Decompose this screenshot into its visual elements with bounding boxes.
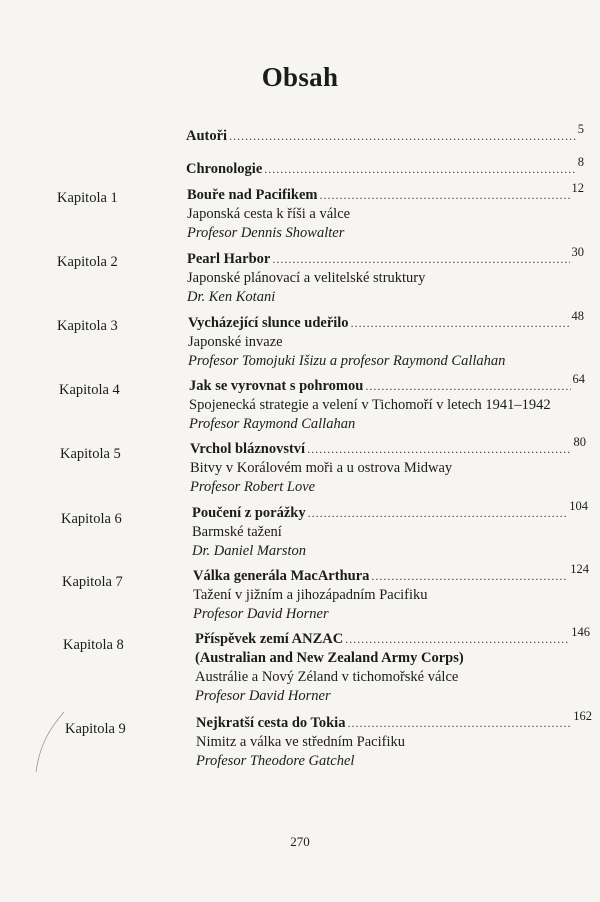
toc-entry-kapitola-6[interactable] [192,499,588,561]
leader-dots [351,314,570,333]
leader-dots [365,377,570,396]
toc-entry-kapitola-3[interactable] [188,309,584,371]
entry-heading: Jak se vyrovnat s pohromou [189,378,364,394]
entry-subtitle: Spojenecká strategie a velení v Tichomoří v letech 1941–1942 [189,397,551,413]
toc-entry-kapitola-1[interactable] [187,181,584,243]
entry-author: Dr. Ken Kotani [187,289,276,305]
entry-heading: Pearl Harbor [187,251,271,267]
entry-subtitle: Austrálie a Nový Zéland v tichomořské válce [195,669,459,685]
entry-author: Profesor David Horner [195,688,331,704]
page-number: 270 [290,834,310,849]
chapter-label: Kapitola 4 [59,382,120,398]
entry-author: Profesor Dennis Showalter [187,225,345,241]
toc-entry-kapitola-9[interactable] [196,709,592,771]
leader-dots [320,186,570,205]
entry-page: 48 [571,309,584,323]
entry-subtitle: Nimitz a válka ve středním Pacifiku [196,734,405,750]
leader-dots [264,160,575,179]
page-title: Obsah [261,62,339,92]
entry-heading: Válka generála MacArthura [193,568,370,584]
entry-heading: Nejkratší cesta do Tokia [196,715,346,731]
toc-entry-kapitola-5[interactable] [190,435,586,497]
chapter-label: Kapitola 7 [62,574,123,590]
entry-page: 12 [571,181,584,195]
chapter-label: Kapitola 5 [60,446,121,462]
toc-entry-kapitola-7[interactable] [193,562,589,624]
chapter-label: Kapitola 9 [65,721,126,737]
entry-heading: Chronologie [186,161,263,177]
entry-page: 146 [571,625,590,639]
entry-page: 104 [569,499,588,513]
toc-entry-chronologie[interactable] [186,155,584,179]
chapter-label: Kapitola 3 [57,318,118,334]
toc-entry-kapitola-8[interactable] [195,625,590,706]
entry-page: 64 [572,372,585,386]
toc-entry-autori[interactable] [186,122,584,146]
entry-page: 80 [573,435,586,449]
entry-author: Profesor Tomojuki Išizu a profesor Raymond Callahan [188,353,506,369]
chapter-label: Kapitola 2 [57,254,118,270]
toc-entry-kapitola-2[interactable] [187,245,584,307]
chapter-label: Kapitola 1 [57,190,118,206]
entry-heading-continued: (Australian and New Zealand Army Corps) [195,650,464,666]
leader-dots [371,567,568,586]
leader-dots [272,250,569,269]
entry-author: Profesor David Horner [193,606,329,622]
leader-dots [229,127,576,146]
entry-heading: Vycházející slunce udeřilo [188,315,349,331]
toc-entry-kapitola-4[interactable] [189,372,585,434]
leader-dots [308,504,568,523]
entry-heading: Vrchol bláznovství [190,441,306,457]
leader-dots [307,440,571,459]
entry-heading: Poučení z porážky [192,505,306,521]
entry-heading: Autoři [186,128,228,144]
entry-author: Profesor Theodore Gatchel [196,753,355,769]
entry-subtitle: Japonská cesta k říši a válce [187,206,351,222]
entry-page: 162 [573,709,592,723]
pencil-mark [30,708,70,778]
entry-author: Profesor Raymond Callahan [189,416,356,432]
entry-page: 5 [577,122,584,136]
entry-page: 124 [570,562,589,576]
entry-subtitle: Bitvy v Korálovém moři a u ostrova Midway [190,460,453,476]
chapter-label: Kapitola 6 [61,511,122,527]
chapter-label: Kapitola 8 [63,637,124,653]
entry-subtitle: Tažení v jižním a jihozápadním Pacifiku [193,587,428,603]
leader-dots [347,714,571,733]
entry-page: 30 [571,245,584,259]
entry-subtitle: Japonské plánovací a velitelské struktury [187,270,426,286]
entry-subtitle: Japonské invaze [188,334,283,350]
entry-heading: Bouře nad Pacifikem [187,187,318,203]
entry-heading: Příspěvek zemí ANZAC [195,631,344,647]
entry-page: 8 [577,155,584,169]
leader-dots [345,630,569,649]
entry-author: Dr. Daniel Marston [192,543,306,559]
entry-author: Profesor Robert Love [190,479,316,495]
entry-subtitle: Barmské tažení [192,524,282,540]
